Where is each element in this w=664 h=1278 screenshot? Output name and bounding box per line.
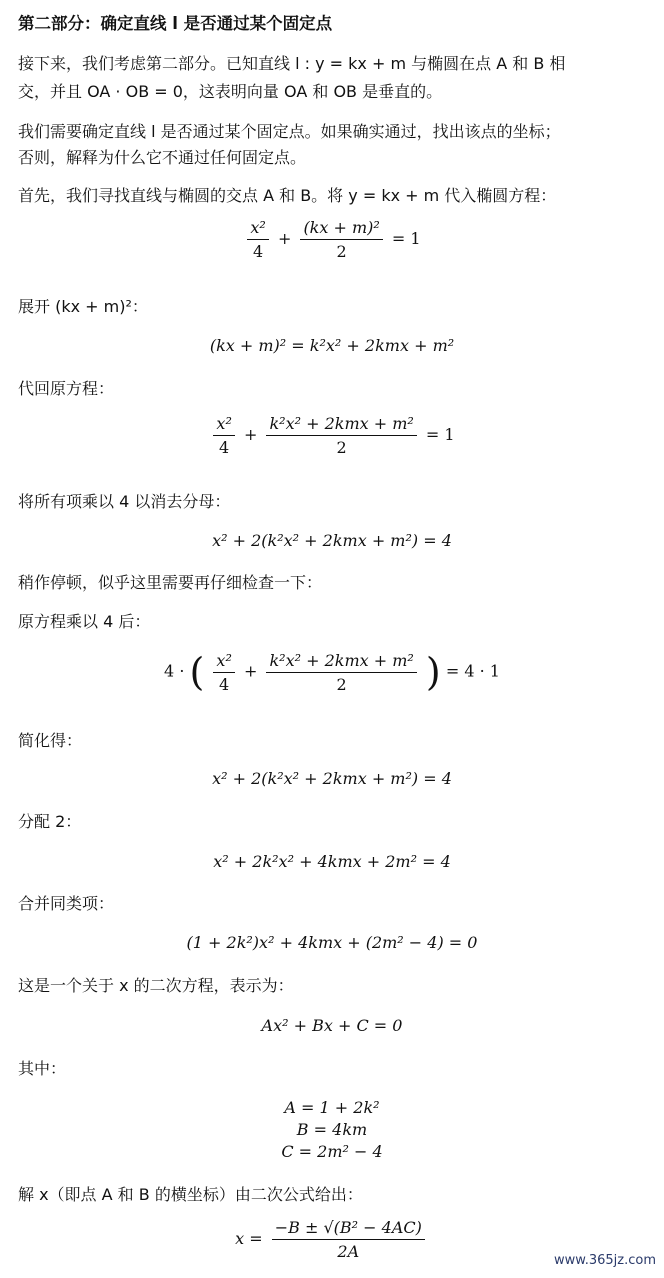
equation-recheck: 4 · ( $\frac{\text{x²}}{4}$ + $\frac{\text{k²x² + 2kmx + m²}}{2}$ ) = 4 · 1 xyxy=(164,650,500,694)
equation-multiplied: x² + 2(k²x² + 2kmx + m²) = 4 xyxy=(212,531,452,550)
paragraph-simplify: 简化得： xyxy=(18,731,83,750)
section-heading: 第二部分：确定直线 l 是否通过某个固定点 xyxy=(18,14,333,33)
paragraph-goal-line2: 否则，解释为什么它不通过任何固定点。 xyxy=(18,148,307,167)
equation-ellipse-substituted: $\frac{\text{x²}}{4}$ + $\frac{\text{(kx + m)²}}{2}$ = 1 xyxy=(0,218,664,261)
equation-distributed: x² + 2k²x² + 4kmx + 2m² = 4 xyxy=(213,852,451,871)
paragraph-where: 其中： xyxy=(18,1059,67,1078)
paragraph-expand: 展开 (kx + m)²： xyxy=(18,297,148,316)
equation-back-substituted: $\frac{\text{x²}}{4}$ + $\frac{\text{k²x² + 2kmx + m²}}{2}$ = 1 xyxy=(0,414,664,457)
equation-quadratic-formula: x = $\frac{\text{−B ± √(B² − 4AC)}}{2A}$ xyxy=(0,1218,664,1261)
paragraph-recheck: 原方程乘以 4 后： xyxy=(18,612,151,631)
paragraph-substitute: 首先，我们寻找直线与椭圆的交点 A 和 B。将 y = kx + m 代入椭圆方程： xyxy=(18,186,557,205)
equation-quadratic-form: Ax² + Bx + C = 0 xyxy=(261,1016,403,1035)
paragraph-intro-line1: 接下来，我们考虑第二部分。已知直线 l : y = kx + m 与椭圆在点 A 和 B 相 xyxy=(18,54,566,73)
equation-expansion: (kx + m)² = k²x² + 2kmx + m² xyxy=(209,336,455,355)
paragraph-pause: 稍作停顿，似乎这里需要再仔细检查一下： xyxy=(18,573,323,592)
equation-coef-c: C = 2m² − 4 xyxy=(281,1142,383,1161)
paragraph-multiply: 将所有项乘以 4 以消去分母： xyxy=(18,492,231,511)
paragraph-goal-line1: 我们需要确定直线 l 是否通过某个固定点。如果确实通过，找出该点的坐标； xyxy=(18,122,561,141)
equation-combined: (1 + 2k²)x² + 4kmx + (2m² − 4) = 0 xyxy=(186,933,478,952)
equation-simplified: x² + 2(k²x² + 2kmx + m²) = 4 xyxy=(212,769,452,788)
paragraph-combine: 合并同类项： xyxy=(18,894,115,913)
paragraph-back-substitute: 代回原方程： xyxy=(18,379,115,398)
paragraph-intro-line2: 交，并且 OA · OB = 0，这表明向量 OA 和 OB 是垂直的。 xyxy=(18,82,443,101)
watermark: www.365jz.com xyxy=(554,1253,656,1268)
paragraph-solve: 解 x（即点 A 和 B 的横坐标）由二次公式给出： xyxy=(18,1185,363,1204)
paragraph-distribute: 分配 2： xyxy=(18,812,82,831)
equation-coef-a: A = 1 + 2k² xyxy=(284,1098,380,1117)
equation-coef-b: B = 4km xyxy=(296,1120,368,1139)
paragraph-quadratic: 这是一个关于 x 的二次方程，表示为： xyxy=(18,976,294,995)
